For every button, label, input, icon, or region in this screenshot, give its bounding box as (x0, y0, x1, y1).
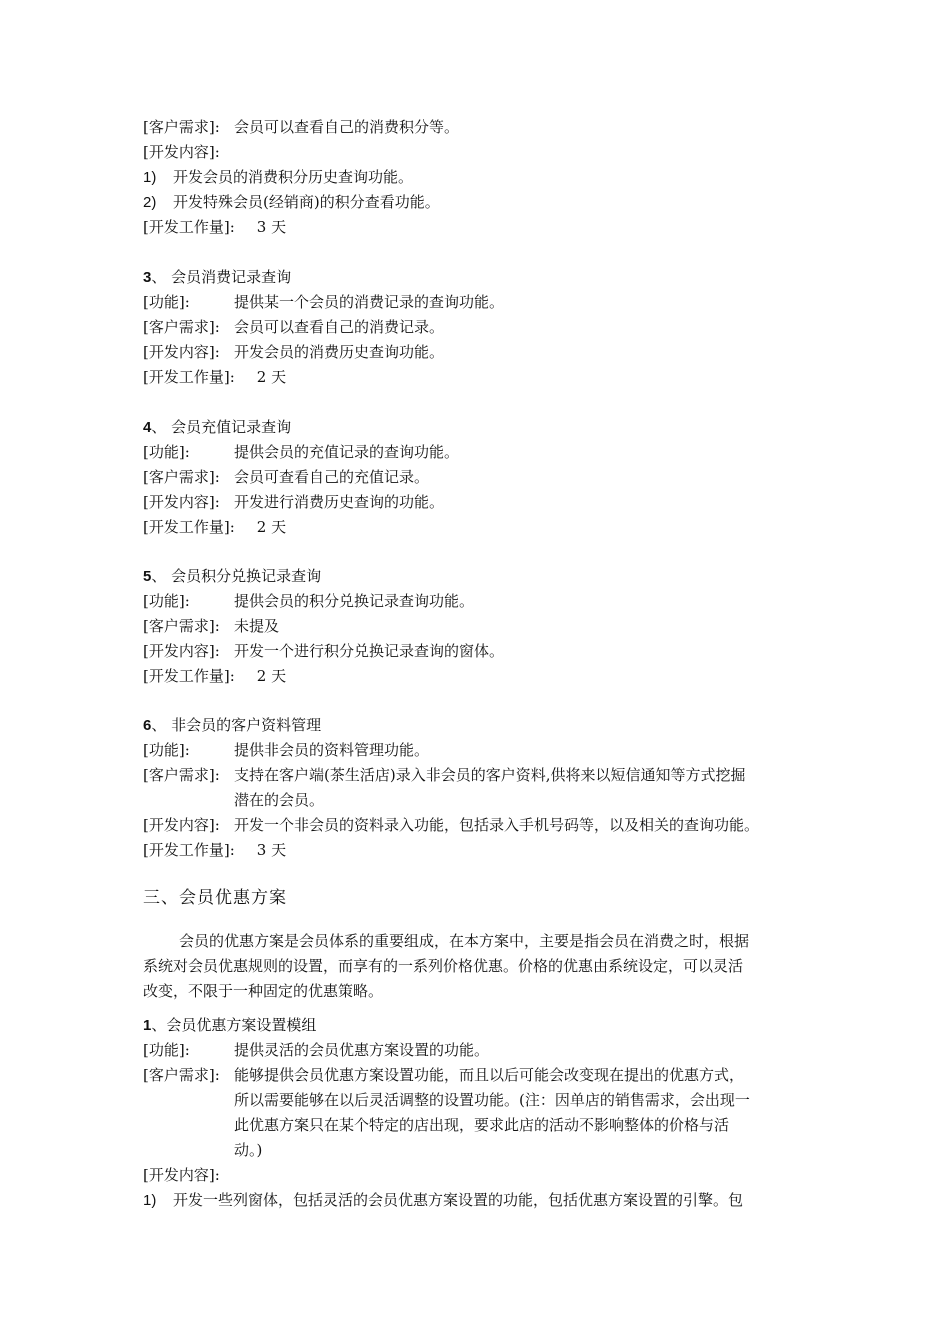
requirement-label: [客户需求]: (143, 318, 220, 336)
function-text: 提供会员的充值记录的查询功能。 (234, 443, 460, 461)
function-label: [功能]: (143, 293, 190, 311)
dev-content-label: [开发内容]: (143, 343, 220, 361)
effort-value: 2 天 (256, 368, 287, 386)
dev-content-text: 开发会员的消费历史查询功能。 (234, 343, 445, 361)
function-text: 提供某一个会员的消费记录的查询功能。 (234, 293, 505, 311)
function-text: 提供会员的积分兑换记录查询功能。 (234, 592, 475, 610)
effort-label: [开发工作量]: (143, 368, 235, 386)
section-number: 6 (143, 717, 152, 734)
requirement-line (143, 1063, 744, 1088)
list-item-text: 开发会员的消费积分历史查询功能。 (173, 168, 414, 186)
function-line (143, 1038, 489, 1063)
subsection-heading (143, 1013, 316, 1038)
effort-line (143, 215, 286, 240)
function-line (143, 589, 474, 614)
dev-content-label: [开发内容]: (143, 1166, 220, 1184)
requirement-line (143, 465, 429, 490)
requirement-text: 支持在客户端(茶生活店)录入非会员的客户资料,供将来以短信通知等方式挖掘 (234, 766, 746, 784)
list-item (143, 190, 440, 215)
chapter-title: 三、会员优惠方案 (143, 888, 287, 908)
dev-content-label: [开发内容]: (143, 816, 220, 834)
effort-line (143, 838, 286, 863)
subsection-number: 1 (143, 1017, 152, 1034)
effort-line (143, 365, 286, 390)
dev-content-text: 开发进行消费历史查询的功能。 (234, 493, 445, 511)
effort-label: [开发工作量]: (143, 218, 235, 236)
requirement-label: [客户需求]: (143, 468, 220, 486)
requirement-text-continued: 潜在的会员。 (234, 791, 325, 809)
section-heading (143, 564, 321, 589)
subsection-title: 、会员优惠方案设置模组 (151, 1016, 317, 1034)
list-item-number: 1) (143, 1192, 157, 1209)
function-line (143, 440, 459, 465)
list-item (143, 1188, 743, 1213)
effort-label: [开发工作量]: (143, 518, 235, 536)
requirement-text: 未提及 (234, 617, 280, 635)
section-number: 5 (143, 568, 152, 585)
section-heading (143, 415, 291, 440)
requirement-label: [客户需求]: (143, 1066, 220, 1084)
requirement-line (143, 315, 444, 340)
function-line (143, 290, 504, 315)
dev-content-line (143, 813, 759, 838)
function-label: [功能]: (143, 592, 190, 610)
dev-content-text: 开发一个进行积分兑换记录查询的窗体。 (234, 642, 505, 660)
dev-content-label: [开发内容]: (143, 493, 220, 511)
effort-label: [开发工作量]: (143, 841, 235, 859)
function-text: 提供灵活的会员优惠方案设置的功能。 (234, 1041, 490, 1059)
list-item-number: 1) (143, 169, 157, 186)
function-text: 提供非会员的资料管理功能。 (234, 741, 430, 759)
function-label: [功能]: (143, 1041, 190, 1059)
requirement-label: [客户需求]: (143, 766, 220, 784)
requirement-text: 会员可查看自己的充值记录。 (234, 468, 430, 486)
list-item-text: 开发特殊会员(经销商)的积分查看功能。 (173, 193, 440, 211)
paragraph-line: 会员的优惠方案是会员体系的重要组成，在本方案中，主要是指会员在消费之时，根据 (179, 932, 750, 950)
list-item-number: 2) (143, 194, 157, 211)
effort-value: 2 天 (256, 667, 287, 685)
function-line (143, 738, 429, 763)
dev-content-text: 开发一个非会员的资料录入功能，包括录入手机号码等，以及相关的查询功能。 (234, 816, 760, 834)
effort-line (143, 515, 286, 540)
section-heading (143, 713, 321, 738)
requirement-label: [客户需求]: (143, 617, 220, 635)
requirement-text-continued: 此优惠方案只在某个特定的店出现，要求此店的活动不影响整体的价格与活 (234, 1116, 730, 1134)
requirement-text: 会员可以查看自己的消费记录。 (234, 318, 445, 336)
requirement-text-continued: 动。) (234, 1141, 263, 1159)
effort-value: 3 天 (256, 841, 287, 859)
section-heading (143, 265, 291, 290)
function-label: [功能]: (143, 443, 190, 461)
section-title: 、 会员消费记录查询 (151, 268, 292, 286)
section-number: 4 (143, 419, 152, 436)
section-title: 、 会员积分兑换记录查询 (151, 567, 322, 585)
requirement-text: 能够提供会员优惠方案设置功能，而且以后可能会改变现在提出的优惠方式， (234, 1066, 745, 1084)
requirement-label: [客户需求]: (143, 118, 220, 136)
dev-content-line (143, 340, 444, 365)
dev-content-line (143, 490, 444, 515)
effort-label: [开发工作量]: (143, 667, 235, 685)
requirement-line (143, 763, 745, 788)
effort-value: 3 天 (256, 218, 287, 236)
requirement-text-continued: 所以需要能够在以后灵活调整的设置功能。(注：因单店的销售需求，会出现一 (234, 1091, 750, 1109)
requirement-line (143, 115, 459, 140)
list-item-text: 开发一些列窗体，包括灵活的会员优惠方案设置的功能，包括优惠方案设置的引擎。包 (173, 1191, 744, 1209)
requirement-line (143, 614, 279, 639)
paragraph-line: 改变，不限于一种固定的优惠策略。 (143, 982, 384, 1000)
dev-content-label: [开发内容]: (143, 143, 220, 161)
section-title: 、 会员充值记录查询 (151, 418, 292, 436)
effort-value: 2 天 (256, 518, 287, 536)
function-label: [功能]: (143, 741, 190, 759)
section-title: 、 非会员的客户资料管理 (151, 716, 322, 734)
dev-content-line (143, 639, 504, 664)
list-item (143, 165, 413, 190)
paragraph-line: 系统对会员优惠规则的设置，而享有的一系列价格优惠。价格的优惠由系统设定，可以灵活 (143, 957, 744, 975)
requirement-text: 会员可以查看自己的消费积分等。 (234, 118, 460, 136)
dev-content-label: [开发内容]: (143, 642, 220, 660)
section-number: 3 (143, 269, 152, 286)
effort-line (143, 664, 286, 689)
